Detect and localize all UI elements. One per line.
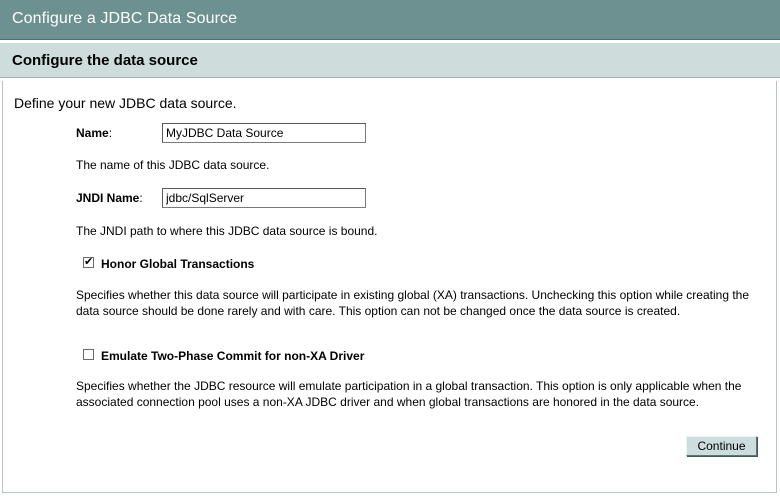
name-label xyxy=(76,126,112,140)
jndi-name-input[interactable] xyxy=(162,188,366,208)
emulate-2pc-help: Specifies whether the JDBC resource will emulate participation in a global transaction. This option is only applicable when the associated connection pool uses a non-XA JDBC driver and when global transactions are honored in the data source. xyxy=(76,379,742,409)
name-label-text: Name xyxy=(76,126,109,140)
honor-global-transactions-label: Honor Global Transactions xyxy=(101,257,255,271)
name-input[interactable] xyxy=(162,123,366,143)
continue-button[interactable]: Continue xyxy=(686,436,757,456)
name-help: The name of this JDBC data source. xyxy=(76,158,270,172)
jndi-label-text: JNDI Name xyxy=(76,191,140,205)
check-mark-icon: ✔ xyxy=(84,256,94,268)
name-label-colon: : xyxy=(108,126,113,140)
intro-text: Define your new JDBC data source. xyxy=(14,95,237,111)
jndi-label-colon: : xyxy=(139,191,143,205)
emulate-two-phase-commit-label: Emulate Two-Phase Commit for non-XA Driver xyxy=(101,349,365,363)
section-title: Configure the data source xyxy=(12,52,198,69)
jndi-help: The JNDI path to where this JDBC data source is bound. xyxy=(76,224,378,238)
emulate-two-phase-commit-checkbox[interactable] xyxy=(83,349,94,360)
honor-global-transactions-checkbox[interactable] xyxy=(83,257,94,268)
title-bar xyxy=(0,0,780,40)
section-header xyxy=(0,41,780,78)
honor-global-help: Specifies whether this data source will participate in existing global (XA) transactions. Unchecking this option while creating the data source should be done rarely and with care. This option can not be changed once the data source is created. xyxy=(76,288,750,318)
jndi-label xyxy=(76,191,143,205)
form-panel xyxy=(2,81,777,493)
window-title: Configure a JDBC Data Source xyxy=(12,10,238,27)
